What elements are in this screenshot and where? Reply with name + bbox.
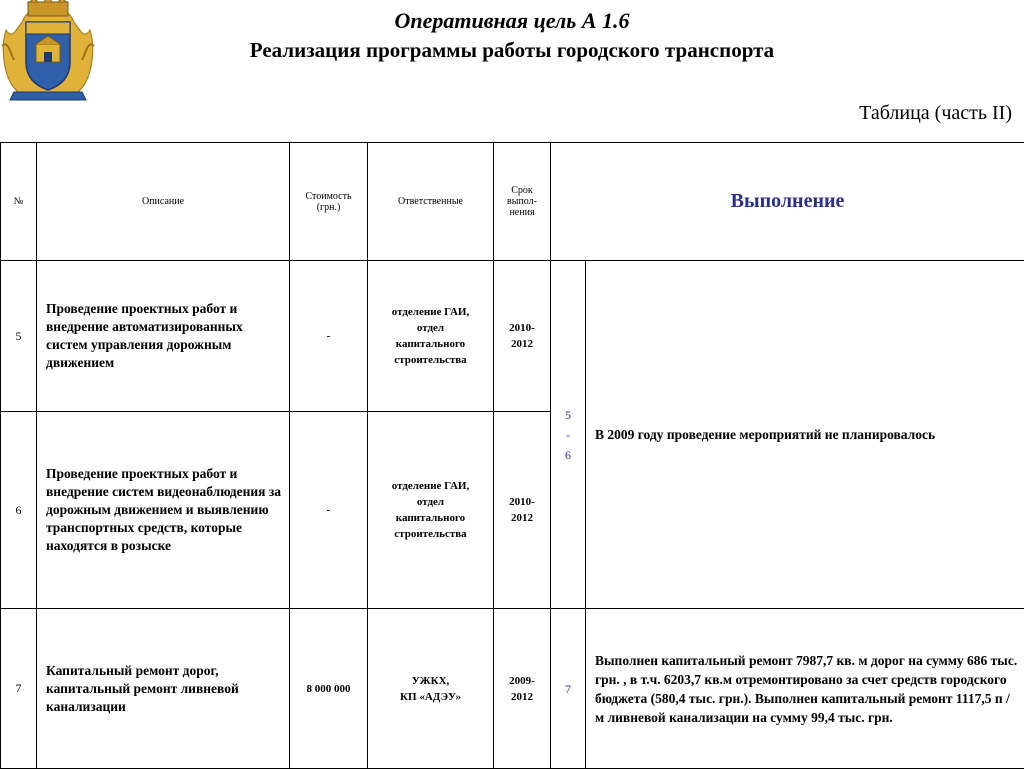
col-header-num: №: [1, 143, 37, 261]
row-num: 7: [1, 609, 37, 769]
row-term: 2009- 2012: [494, 609, 551, 769]
table-header-row: [1, 143, 1024, 261]
row-cost: 8 000 000: [290, 609, 368, 769]
table-row: [1, 261, 1024, 412]
execution-ref: 7: [551, 609, 586, 769]
table-row: [1, 609, 1024, 769]
row-cost: -: [290, 412, 368, 609]
row-responsible: отделение ГАИ, отдел капитального строительства: [368, 261, 494, 412]
row-description: Капитальный ремонт дорог, капитальный ремонт ливневой канализации: [37, 609, 290, 769]
table-caption: Таблица (часть II): [859, 102, 1012, 125]
col-header-cost: Стоимость (грн.): [290, 143, 368, 261]
execution-text: В 2009 году проведение мероприятий не планировалось: [586, 261, 1024, 609]
row-responsible: УЖКХ, КП «АДЭУ»: [368, 609, 494, 769]
title-line-2: Реализация программы работы городского транспорта: [0, 38, 1024, 63]
execution-ref: 5 - 6: [551, 261, 586, 609]
row-description: Проведение проектных работ и внедрение систем видеонаблюдения за дорожным движением и выявлению транспортных средств, которые находятся в розыске: [37, 412, 290, 609]
col-header-execution: Выполнение: [551, 143, 1024, 261]
row-term: 2010- 2012: [494, 261, 551, 412]
row-description: Проведение проектных работ и внедрение автоматизированных систем управления дорожным движением: [37, 261, 290, 412]
title-line-1: Оперативная цель А 1.6: [0, 8, 1024, 34]
row-num: 6: [1, 412, 37, 609]
program-table: [0, 142, 1024, 769]
col-header-responsible: Ответственные: [368, 143, 494, 261]
row-responsible: отделение ГАИ, отдел капитального строительства: [368, 412, 494, 609]
row-cost: -: [290, 261, 368, 412]
row-num: 5: [1, 261, 37, 412]
col-header-term: Срок выпол- нения: [494, 143, 551, 261]
col-header-description: Описание: [37, 143, 290, 261]
execution-text: Выполнен капитальный ремонт 7987,7 кв. м дорог на сумму 686 тыс. грн. , в т.ч. 6203,7 кв.м отремонтировано за счет средств городского бюджета (580,4 тыс. грн.). Выполнен капитальный ремонт 1117,5 п / м ливневой канализации на сумму 99,4 тыс. грн.: [586, 609, 1024, 769]
row-term: 2010- 2012: [494, 412, 551, 609]
